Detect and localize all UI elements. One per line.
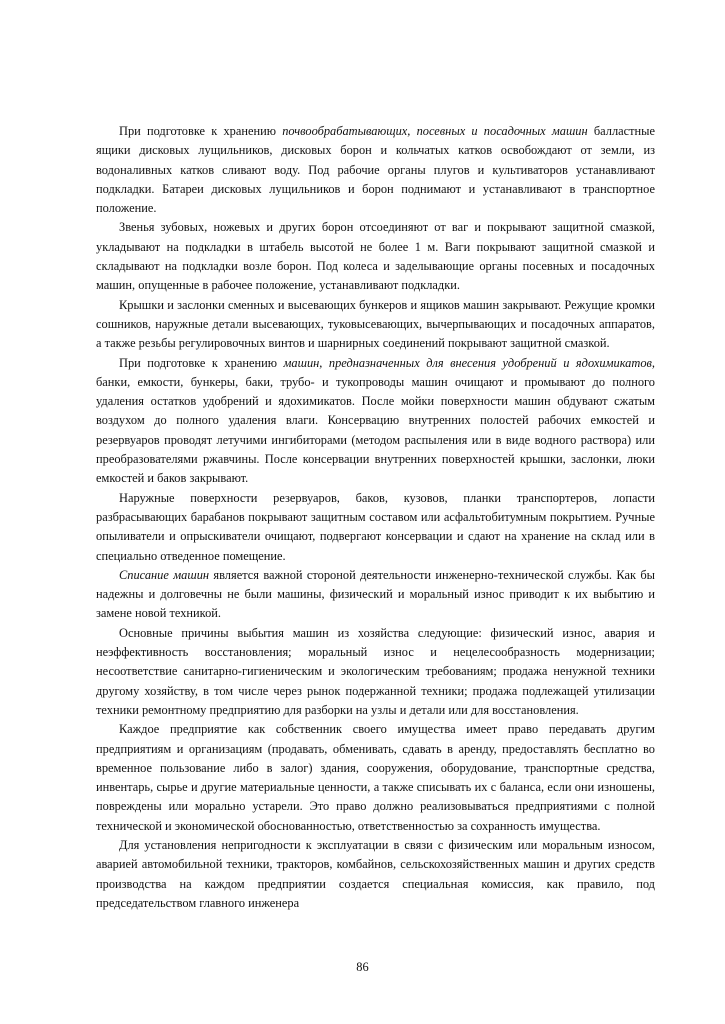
paragraph: [96, 122, 655, 218]
text-segment: При подготовке к хранению: [119, 124, 283, 138]
paragraph: [96, 836, 655, 913]
paragraph: [96, 624, 655, 720]
text-segment: является важной стороной деятельности инженерно-технической службы. Как бы надежны и долговечны не были машины, физический и моральный износ приводит к их выбытию и замене новой техникой.: [96, 567, 655, 621]
text-segment: Наружные поверхности резервуаров, баков, кузовов, планки транспортеров, лопасти разбрасывающих барабанов покрывают защитным составом или асфальтобитумным покрытием. Ручные опыливатели и опрыскиватели очищают, подвергают консервации и сдают на хранение на склад или в специально отведенное помещение.: [96, 490, 655, 563]
paragraph: [96, 218, 655, 295]
paragraph: [96, 720, 655, 836]
text-segment: При подготовке к хранению: [119, 355, 284, 370]
italic-text-segment: Списание машин: [119, 567, 210, 582]
text-segment: балластные ящики дисковых лущильников, дисковых борон и кольчатых катков освобождают от земли, из водоналивных катков сливают воду. Под рабочие органы плугов и культиваторов устанавливают подкладки. Батареи дисковых лущильников и борон поднимают и устанавливают в транспортное положение.: [96, 124, 655, 216]
paragraph: [96, 296, 655, 354]
body-text: [96, 122, 655, 913]
paragraph: [96, 566, 655, 624]
page-number: 86: [356, 960, 369, 974]
italic-text-segment: почвообрабатывающих, посевных и посадочных машин: [282, 124, 588, 138]
text-segment: Крышки и заслонки сменных и высевающих бункеров и ящиков машин закрывают. Режущие кромки сошников, наружные детали высевающих, туковысевающих, вычерпывающих и посадочных аппаратов, а также резьбы регулировочных винтов и шарнирных соединений покрывают защитной смазкой.: [96, 297, 655, 351]
paragraph: [96, 354, 655, 489]
text-segment: Звенья зубовых, ножевых и других борон отсоединяют от ваг и покрывают защитной смазкой, укладывают на подкладки в штабель высотой не более 1 м. Ваги покрывают защитной смазкой и складывают на подкладки возле борон. Под колеса и заделывающие органы посевных и посадочных машин, опущенные в рабочее положение, устанавливают подкладки.: [96, 220, 655, 293]
italic-text-segment: машин, предназначенных для внесения удобрений и ядохимикатов,: [283, 355, 655, 370]
text-segment: Основные причины выбытия машин из хозяйства следующие: физический износ, авария и неэффективность восстановления; моральный износ и нецелесообразность модернизации; несоответствие санитарно-гигиеническим и экологическим требованиям; продажа ненужной техники другому хозяйству, в том числе через рынок подержанной техники; продажа подлежащей утилизации техники ремонтному предприятию для разборки на узлы и детали или для восстановления.: [96, 625, 655, 717]
text-segment: банки, емкости, бункеры, баки, трубо- и тукопроводы машин очищают и промывают до полного удаления остатков удобрений и ядохимикатов. После мойки поверхности машин обдувают сжатым воздухом до полного удаления влаги. Консервацию внутренних полостей рабочих емкостей и резервуаров проводят летучими ингибиторами (методом распыления или в виде водного раствора) или преобразователями ржавчины. После консервации внутренних поверхностей крышки, заслонки, люки емкостей и баков закрывают.: [96, 374, 655, 486]
text-segment: Каждое предприятие как собственник своего имущества имеет право передавать другим предприятиям и организациям (продавать, обменивать, сдавать в аренду, предоставлять бесплатно во временное пользование либо в залог) здания, сооружения, оборудование, транспортные средства, инвентарь, сырье и другие материальные ценности, а также списывать их с баланса, если они изношены, повреждены или морально устарели. Это право должно реализовываться предприятиями с полной технической и экономической обоснованностью, ответственностью за сохранность имущества.: [96, 722, 655, 833]
paragraph: [96, 489, 655, 566]
text-segment: Для установления непригодности к эксплуатации в связи с физическим или моральным износом, аварией автомобильной техники, тракторов, комбайнов, сельскохозяйственных машин и других средств производства на каждом предприятии создается специальная комиссия, как правило, под председательством главного инженера: [96, 837, 655, 910]
